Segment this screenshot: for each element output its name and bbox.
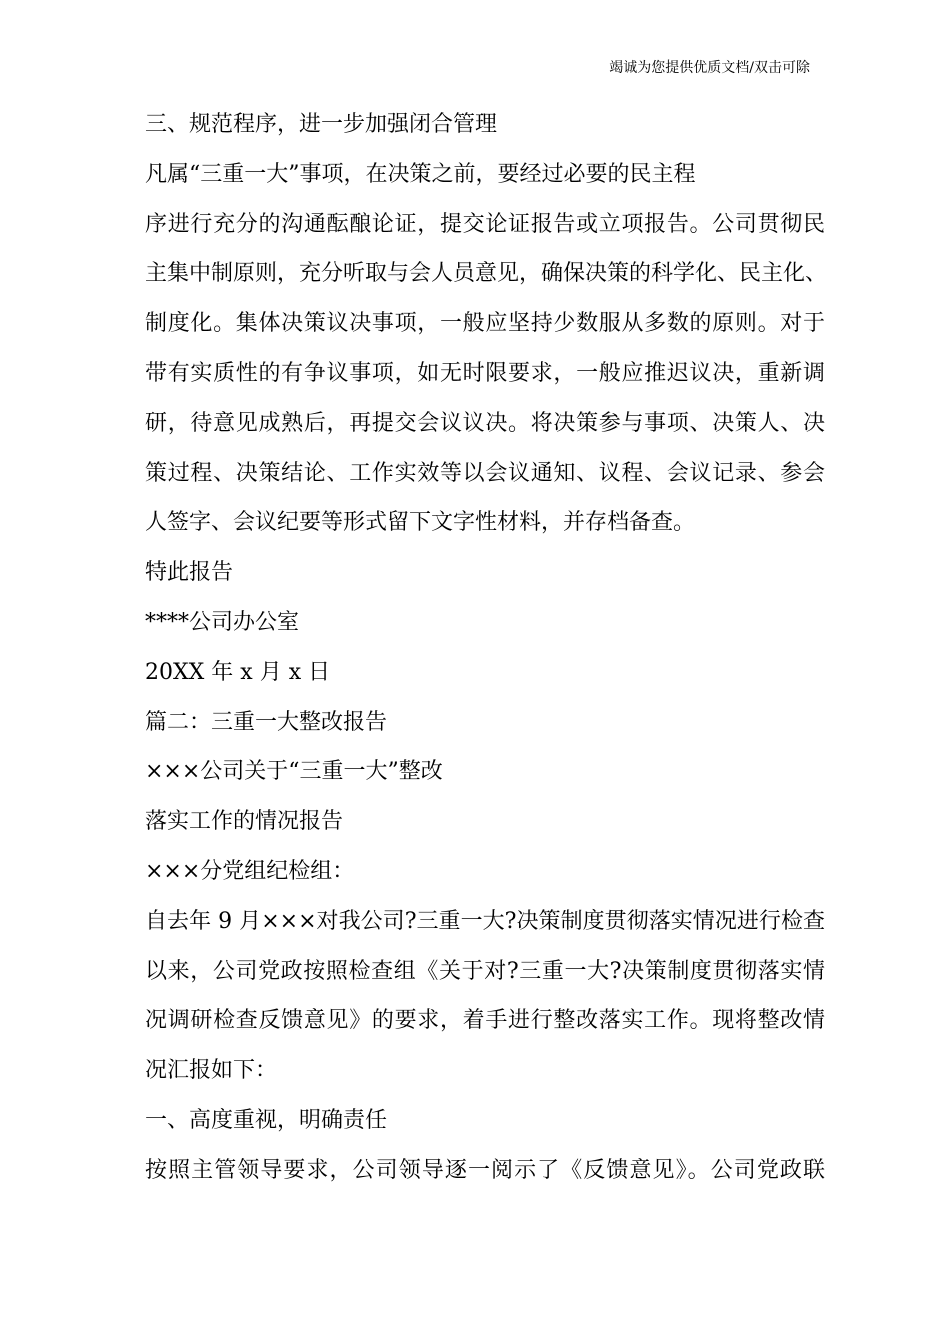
- text-line: 序进行充分的沟通酝酿论证，提交论证报告或立项报告。公司贯彻民: [145, 211, 825, 237]
- text-line: 落实工作的情况报告: [145, 809, 344, 835]
- header-note: 竭诚为您提供优质文档/双击可除: [609, 60, 810, 76]
- text-line: 策过程、决策结论、工作实效等以会议通知、议程、会议记录、参会: [145, 460, 825, 486]
- text-line: ****公司办公室: [145, 609, 300, 635]
- text-line: 主集中制原则，充分听取与会人员意见，确保决策的科学化、民主化、: [145, 261, 828, 287]
- text-line: 况汇报如下：: [145, 1058, 278, 1084]
- text-line: 特此报告: [145, 560, 234, 586]
- text-line: 人签字、会议纪要等形式留下文字性材料，并存档备查。: [145, 510, 696, 536]
- text-line: 带有实质性的有争议事项，如无时限要求，一般应推迟议决，重新调: [145, 360, 825, 386]
- text-line: 三、规范程序，进一步加强闭合管理: [145, 112, 498, 137]
- text-line: 凡属“三重一大”事项，在决策之前，要经过必要的民主程: [145, 161, 696, 187]
- text-line: ×××分党组纪检组：: [145, 858, 355, 884]
- text-line: 一、高度重视，明确责任: [145, 1107, 388, 1133]
- text-line: 按照主管领导要求，公司领导逐一阅示了《反馈意见》。公司党政联: [145, 1157, 825, 1183]
- text-line: ×××公司关于“三重一大”整改: [145, 759, 443, 785]
- text-line: 研，待意见成熟后，再提交会议议决。将决策参与事项、决策人、决: [145, 410, 825, 436]
- document-body: [145, 100, 828, 1196]
- text-line: 20XX 年 x 月 x 日: [145, 659, 331, 685]
- text-line: 篇二：三重一大整改报告: [145, 709, 388, 735]
- text-line: 自去年 9 月×××对我公司?三重一大?决策制度贯彻落实情况进行检查: [145, 908, 825, 934]
- text-line: 以来，公司党政按照检查组《关于对?三重一大?决策制度贯彻落实情: [145, 958, 825, 984]
- text-line: 制度化。集体决策议决事项，一般应坚持少数服从多数的原则。对于: [145, 311, 825, 337]
- text-line: 况调研检查反馈意见》的要求，着手进行整改落实工作。现将整改情: [145, 1008, 825, 1034]
